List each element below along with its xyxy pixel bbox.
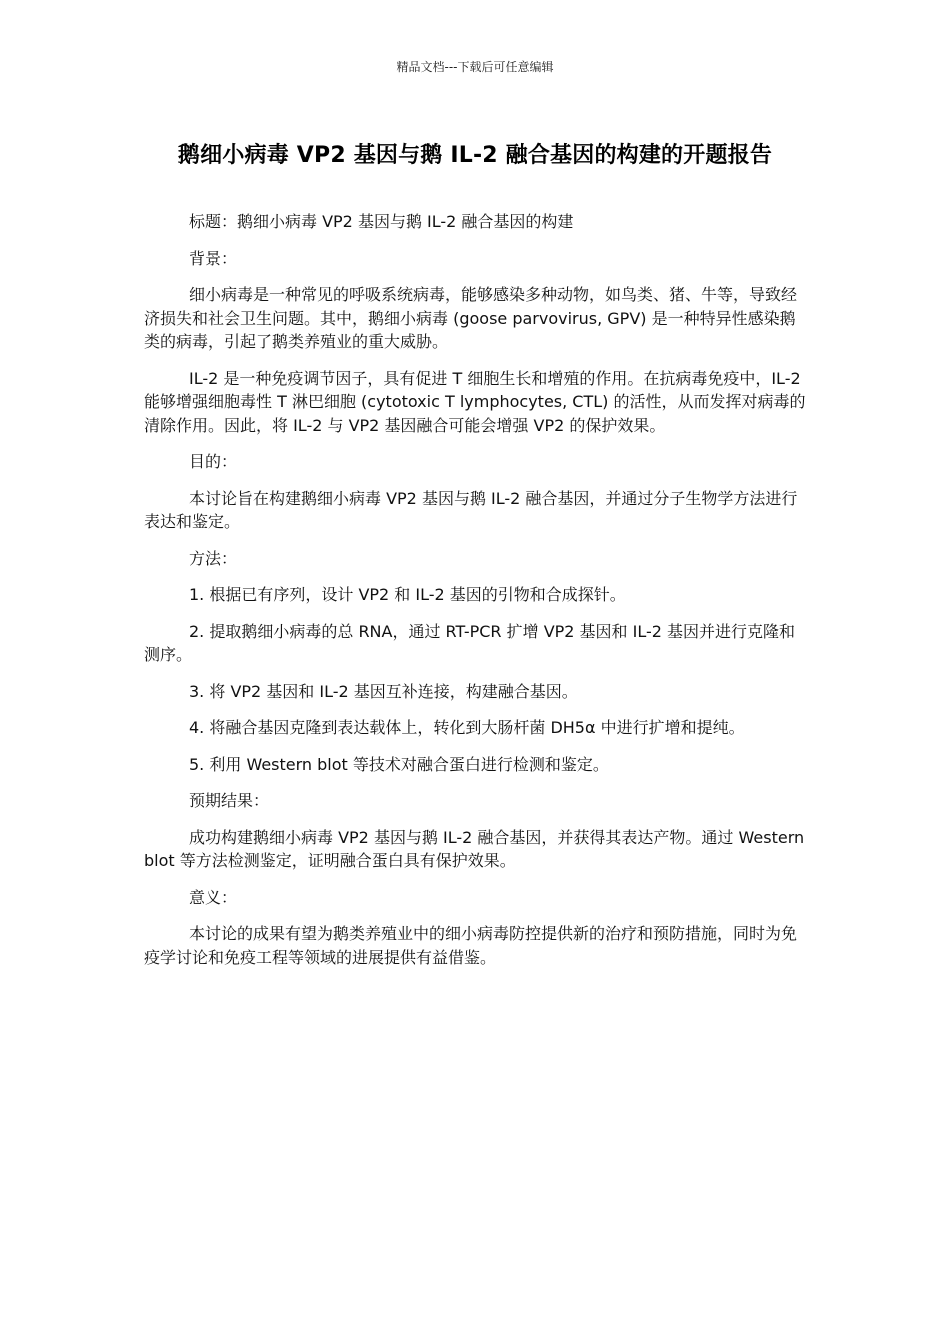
document-title: 鹅细小病毒 VP2 基因与鹅 IL-2 融合基因的构建的开题报告 [177,143,773,168]
paragraph-significance: 本讨论的成果有望为鹅类养殖业中的细小病毒防控提供新的治疗和预防措施，同时为免疫学讨论和免疫工程等领域的进展提供有益借鉴。 [144,924,798,967]
heading-expected-results: 预期结果： [189,791,270,810]
heading-methods: 方法： [189,548,238,568]
heading-background: 背景： [189,248,238,268]
method-step-3: 3. 将 VP2 基因和 IL-2 基因互补连接，构建融合基因。 [189,681,578,701]
method-step-5: 5. 利用 Western blot 等技术对融合蛋白进行检测和鉴定。 [189,754,609,774]
paragraph-background-2: IL-2 是一种免疫调节因子，具有促进 T 细胞生长和增殖的作用。在抗病毒免疫中，IL-2 能够增强细胞毒性 T 淋巴细胞 (cytotoxic T lymphocytes, CTL) 的活性，从而发挥对病毒的清除作用。因此，将 IL-2 与 VP2 基因融合可能会增强 VP2 的保护效果。 [144,368,806,435]
paragraph-background-1: 细小病毒是一种常见的呼吸系统病毒，能够感染多种动物，如鸟类、猪、牛等，导致经济损失和社会卫生问题。其中，鹅细小病毒 (goose parvovirus, GPV) 是一种特异性感染鹅类的病毒，引起了鹅类养殖业的重大威胁。 [144,285,798,351]
paragraph-expected-results: 成功构建鹅细小病毒 VP2 基因与鹅 IL-2 融合基因，并获得其表达产物。通过 Western blot 等方法检测鉴定，证明融合蛋白具有保护效果。 [144,827,805,870]
paragraph-objective: 本讨论旨在构建鹅细小病毒 VP2 基因与鹅 IL-2 融合基因，并通过分子生物学方法进行表达和鉴定。 [144,488,798,531]
method-step-2: 2. 提取鹅细小病毒的总 RNA，通过 RT-PCR 扩增 VP2 基因和 IL-2 基因并进行克隆和测序。 [144,621,796,664]
paragraph-subject: 标题：鹅细小病毒 VP2 基因与鹅 IL-2 融合基因的构建 [189,212,574,231]
method-step-4: 4. 将融合基因克隆到表达载体上，转化到大肠杆菌 DH5α 中进行扩增和提纯。 [189,718,745,737]
heading-significance: 意义： [189,887,238,907]
method-step-1: 1. 根据已有序列，设计 VP2 和 IL-2 基因的引物和合成探针。 [189,585,626,604]
header-note: 精品文档---下载后可任意编辑 [396,60,554,74]
document-body [144,210,808,982]
heading-objective: 目的： [189,452,238,471]
